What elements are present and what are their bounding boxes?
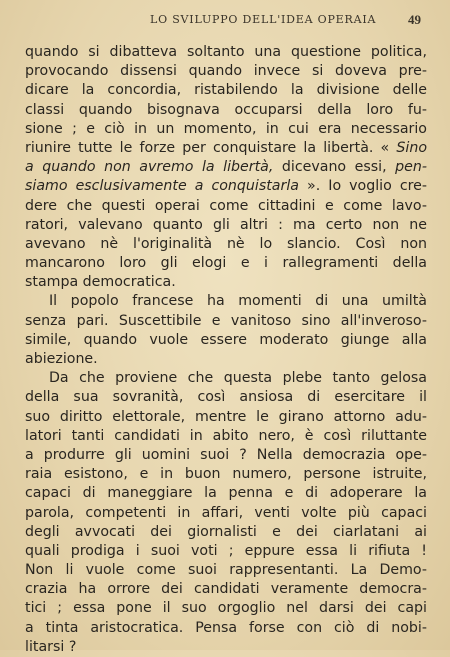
italic-quote: a quando non avremo la libertà, (25, 159, 274, 176)
text-line: simile, quando vuole essere moderato giunge alla (25, 331, 427, 348)
text-line: Da che proviene che questa plebe tanto gelosa (49, 370, 427, 387)
text-line: avevano nè l'originalità nè lo slancio. Così non (25, 235, 427, 252)
italic-quote: siamo esclusivamente a conquistarla (25, 178, 299, 195)
text-run: ». Io voglio cre- (307, 178, 427, 195)
body-text (25, 43, 427, 657)
text-line (25, 139, 427, 158)
text-line: dere che questi operai come cittadini e come lavo- (25, 197, 427, 214)
text-line: parola, competenti in affari, venti volte più capaci (25, 504, 427, 521)
text-line: latori tanti candidati in abito nero, è così riluttante (25, 427, 427, 444)
running-head (0, 13, 450, 29)
italic-quote: Sino (396, 139, 427, 156)
running-title: LO SVILUPPO DELL'IDEA OPERAIA (150, 13, 377, 26)
text-line: litarsi ? (25, 638, 77, 655)
text-line: dicare la concordia, ristabilendo la divisione delle (25, 82, 427, 99)
text-line: a tinta aristocratica. Pensa forse con ciò di nobi- (25, 619, 427, 636)
italic-quote: pen- (395, 159, 427, 176)
text-line: capaci di maneggiare la penna e di adoperare la (25, 485, 427, 502)
text-line (25, 177, 427, 196)
text-line: crazia ha orrore dei candidati veramente democra- (25, 581, 427, 598)
text-line (25, 158, 427, 177)
text-line: della sua sovranità, così ansiosa di esercitare il (25, 389, 427, 406)
text-line: a produrre gli uomini suoi ? Nella democrazia ope- (25, 446, 427, 463)
text-run: riunire tutte le forze per conquistare la libertà. « (25, 139, 390, 156)
page-number: 49 (408, 12, 421, 27)
text-line: mancarono loro gli elogi e i rallegramenti della (25, 255, 427, 272)
text-line: tici ; essa pone il suo orgoglio nel darsi dei capi (25, 600, 427, 617)
text-line: ratori, valevano quanto gli altri : ma certo non ne (25, 216, 427, 233)
text-line: raia esistono, e in buon numero, persone istruite, (25, 466, 427, 483)
text-line: quali prodiga i suoi voti ; eppure essa li rifiuta ! (25, 542, 427, 559)
text-line: Non li vuole come suoi rappresentanti. La Demo- (25, 562, 427, 579)
text-line: classi quando bisognava occuparsi della loro fu- (25, 101, 427, 118)
text-line: provocando dissensi quando invece si doveva pre- (25, 63, 427, 80)
text-line: quando si dibatteva soltanto una questione politica, (25, 44, 427, 60)
text-line: degli avvocati dei giornalisti e dei ciarlatani ai (25, 523, 427, 540)
text-line: abiezione. (25, 351, 98, 367)
text-line: senza pari. Suscettibile e vanitoso sino all'inveroso- (25, 312, 427, 329)
text-line: stampa democratica. (25, 274, 176, 291)
text-line: sione ; e ciò in un momento, in cui era necessario (25, 120, 427, 137)
text-run: dicevano essi, (281, 159, 387, 176)
text-line: suo diritto elettorale, mentre le girano attorno adu- (25, 408, 427, 425)
text-line: Il popolo francese ha momenti di una umiltà (49, 293, 427, 310)
